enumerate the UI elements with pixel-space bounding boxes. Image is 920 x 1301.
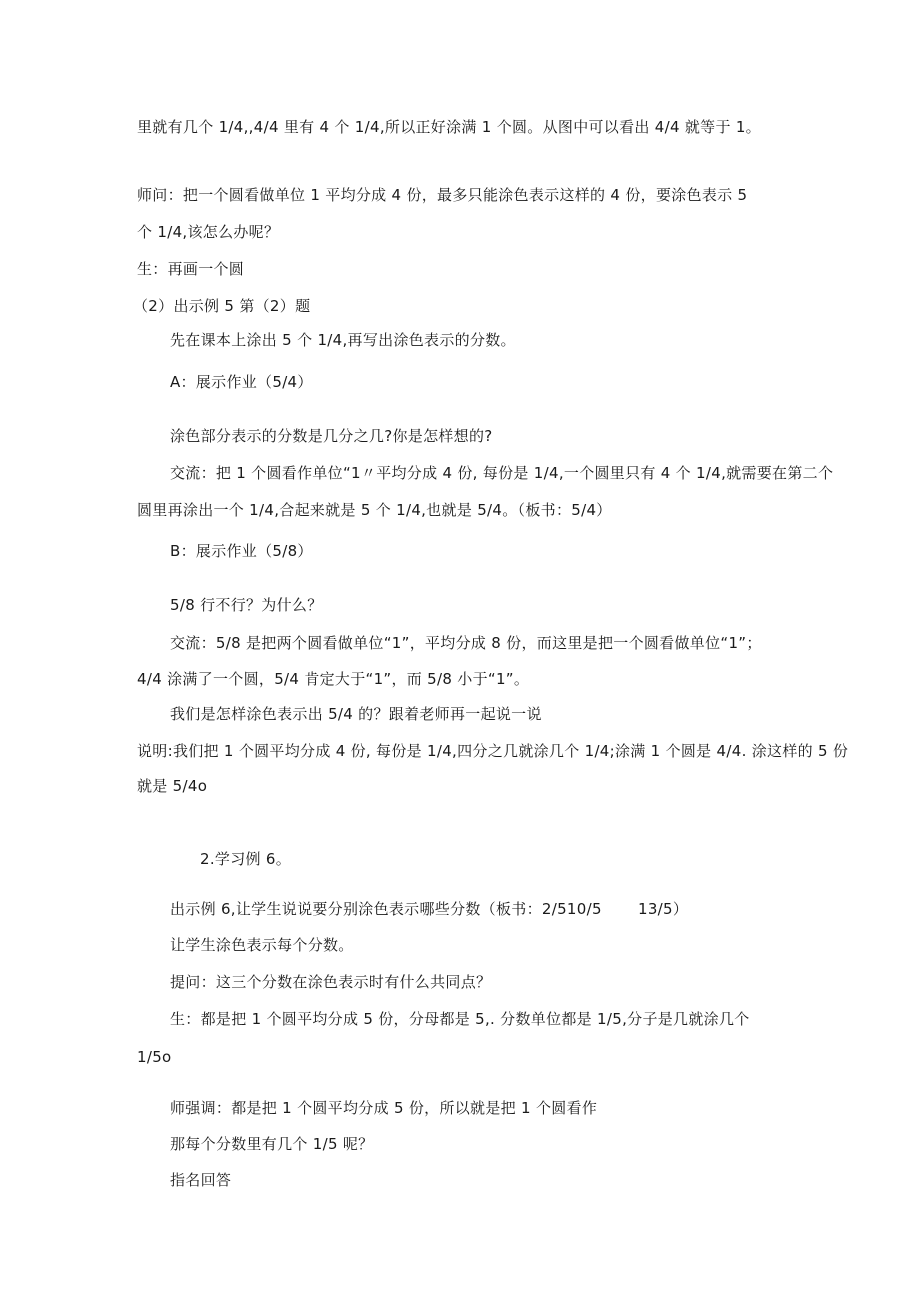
paragraph-line: 交流：把 1 个圆看作单位“1〃平均分成 4 份, 每份是 1/4,一个圆里只有 4 个 1/4,就需要在第二个 — [170, 464, 834, 482]
paragraph-line: B：展示作业（5/8） — [170, 542, 313, 560]
paragraph-line: 4/4 涂满了一个圆，5/4 肯定大于“1”，而 5/8 小于“1”。 — [137, 670, 530, 688]
paragraph-line: 师强调：都是把 1 个圆平均分成 5 份，所以就是把 1 个圆看作 — [170, 1099, 598, 1117]
paragraph-line: （2）出示例 5 第（2）题 — [133, 297, 311, 315]
paragraph-line: 13/5） — [638, 900, 689, 918]
paragraph-line: 交流：5/8 是把两个圆看做单位“1”，平均分成 8 份，而这里是把一个圆看做单位“1”； — [170, 634, 762, 652]
paragraph-line: 5/8 行不行？为什么？ — [170, 596, 323, 614]
paragraph-line: 说明:我们把 1 个圆平均分成 4 份, 每份是 1/4,四分之几就涂几个 1/4;涂满 1 个圆是 4/4. 涂这样的 5 份 — [137, 742, 849, 760]
paragraph-line: 提问：这三个分数在涂色表示时有什么共同点？ — [170, 973, 492, 991]
paragraph-line: A：展示作业（5/4） — [170, 373, 313, 391]
paragraph-line: 师问：把一个圆看做单位 1 平均分成 4 份，最多只能涂色表示这样的 4 份，要涂色表示 5 — [137, 186, 748, 204]
paragraph-line: 生：再画一个圆 — [137, 260, 245, 278]
paragraph-line: 指名回答 — [170, 1171, 232, 1189]
paragraph-line: 那每个分数里有几个 1/5 呢？ — [170, 1135, 374, 1153]
paragraph-line: 圆里再涂出一个 1/4,合起来就是 5 个 1/4,也就是 5/4。（板书：5/4） — [137, 501, 612, 519]
paragraph-line: 让学生涂色表示每个分数。 — [170, 936, 354, 954]
paragraph-line: 个 1/4,该怎么办呢？ — [137, 223, 280, 241]
paragraph-line: 出示例 6,让学生说说要分别涂色表示哪些分数（板书：2/510/5 — [170, 900, 602, 918]
paragraph-line: 我们是怎样涂色表示出 5/4 的？跟着老师再一起说一说 — [170, 705, 542, 723]
paragraph-line: 先在课本上涂出 5 个 1/4,再写出涂色表示的分数。 — [170, 331, 516, 349]
paragraph-line: 涂色部分表示的分数是几分之几?你是怎样想的? — [170, 427, 493, 445]
section-heading: 2.学习例 6。 — [200, 850, 292, 868]
paragraph-line: 1/5o — [137, 1048, 172, 1066]
paragraph-line: 生：都是把 1 个圆平均分成 5 份，分母都是 5,. 分数单位都是 1/5,分子是几就涂几个 — [170, 1010, 750, 1028]
paragraph-line: 就是 5/4o — [137, 777, 208, 795]
paragraph-line: 里就有几个 1/4,,4/4 里有 4 个 1/4,所以正好涂满 1 个圆。从图中可以看出 4/4 就等于 1。 — [137, 118, 761, 136]
